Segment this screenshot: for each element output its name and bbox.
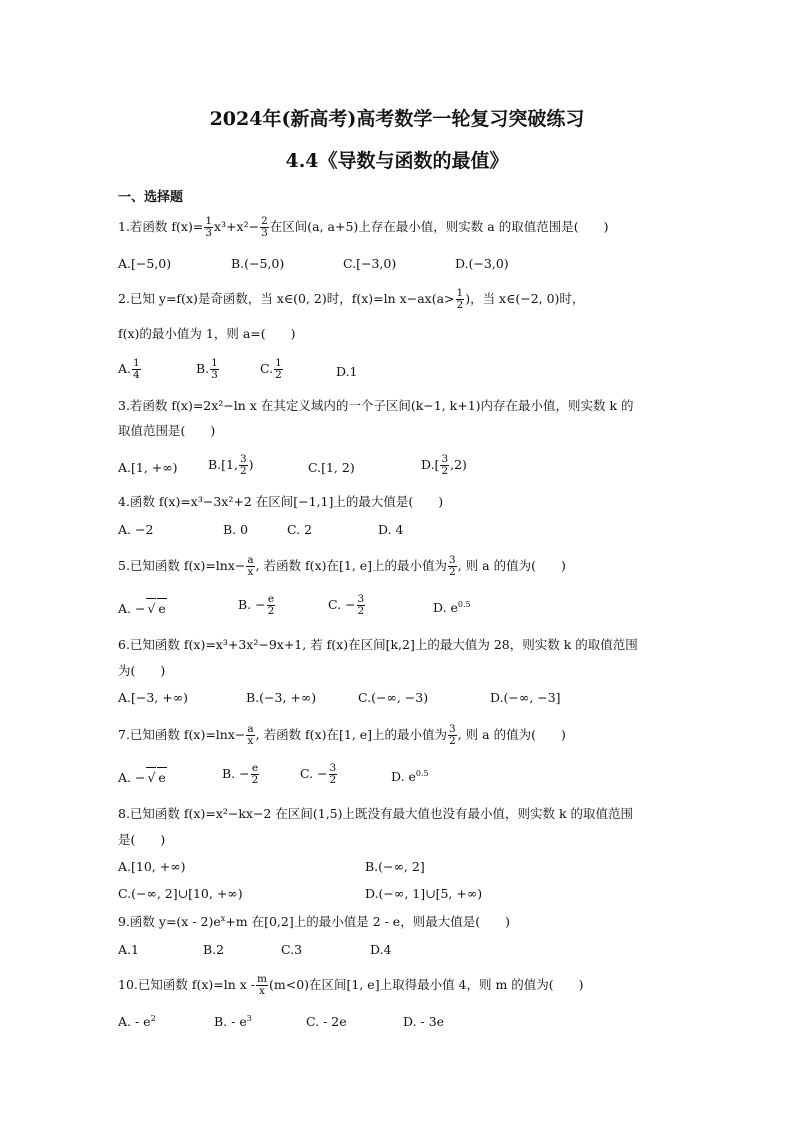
q7-option-b: B. − $\frac{e}{2}$: [222, 762, 259, 786]
question-9: 9.函数 $y=(x - 2)e^x+m$ 在[0,2]上的最小值是 2 - e，则最大值是( ): [118, 913, 510, 929]
section-heading: 一、选择题: [118, 190, 184, 205]
question-4: 4.函数 f(x)=x³−3x²+2 在区间[−1,1]上的最大值是( ): [118, 494, 444, 509]
question-8: 8.已知函数 f(x)=x²−kx−2 在区间(1,5)上既没有最大值也没有最小值，则实数 k 的取值范围: [118, 806, 634, 821]
q6-option-d: D.(−∞, −3]: [490, 690, 561, 705]
q6-option-a: A.[−3, +∞): [118, 690, 189, 705]
fraction: $\frac{a}{x}$: [247, 554, 254, 578]
q1-option-c: C.[−3,0): [343, 256, 397, 271]
q9-option-b: B.2: [203, 942, 225, 957]
q2-option-c: C. $\frac{1}{2}$: [260, 357, 282, 381]
question-6-line-2: 为( ): [118, 663, 166, 678]
q6-option-b: B.(−3, +∞): [246, 690, 317, 705]
q3-option-d: D.[ $\frac{3}{2}$ ,2): [421, 453, 467, 477]
q1-option-b: B.(−5,0): [231, 256, 285, 271]
fraction: $\frac{3}{2}$: [449, 723, 456, 747]
question-6: 6.已知函数 f(x)=x³+3x²−9x+1, 若 f(x)在区间[k,2]上的最大值为 28，则实数 k 的取值范围: [118, 637, 638, 652]
q2-option-b: B. $\frac{1}{3}$: [196, 357, 218, 381]
q5-option-b: B. − $\frac{e}{2}$: [238, 593, 275, 617]
q8-option-b: B.(−∞, 2]: [365, 859, 425, 874]
q4-option-c: C. 2: [287, 522, 313, 537]
question-2: 2.已知 y=f(x)是奇函数，当 x∈(0, 2)时，f(x)=ln x−ax(a> $\frac{1}{2}$ )，当 x∈(−2, 0)时，: [118, 287, 585, 311]
q3-option-b: B.[1, $\frac{3}{2}$ ): [208, 453, 254, 477]
q4-option-a: A. −2: [118, 522, 154, 537]
sqrt-symbol: √: [146, 767, 156, 788]
question-1: 1.若函数 f(x)= $\frac{1}{3}$ x³+x²− $\frac{2}{3}$ 在区间(a, a+5)上存在最小值，则实数 a 的取值范围是( ): [118, 215, 609, 239]
q8-option-a: A.[10, +∞): [118, 859, 186, 874]
q8-option-c: C.(−∞, 2]∪[10, +∞): [118, 886, 243, 901]
q3-option-c: C.[1, 2): [308, 460, 355, 475]
q9-option-c: C.3: [281, 942, 303, 957]
q2-option-d: D.1: [336, 364, 358, 379]
q2-option-a: A. $\frac{1}{4}$: [118, 357, 140, 381]
question-2-line-2: f(x)的最小值为 1，则 a=( ): [118, 326, 296, 341]
fraction: $\frac{1}{3}$: [205, 215, 212, 239]
title-line-1: 2024年(新高考)高考数学一轮复习突破练习: [209, 108, 585, 130]
q1-option-d: D.(−3,0): [455, 256, 509, 271]
question-8-line-2: 是( ): [118, 832, 166, 847]
q1-option-a: A.[−5,0): [118, 256, 172, 271]
q5-option-c: C. − $\frac{3}{2}$: [328, 593, 365, 617]
fraction: $\frac{2}{3}$: [261, 215, 268, 239]
fraction: $\frac{a}{x}$: [247, 723, 254, 747]
title-line-2: 4.4《导数与函数的最值》: [285, 150, 509, 172]
q8-option-d: D.(−∞, 1]∪[5, +∞): [365, 886, 483, 901]
question-10: 10.已知函数 f(x)=ln x - $\frac{m}{x}$ (m<0)在区间[1, e]上取得最小值 4，则 m 的值为( ): [118, 973, 584, 997]
q9-option-a: A.1: [118, 942, 139, 957]
q7-option-c: C. − $\frac{3}{2}$: [300, 762, 337, 786]
fraction: $\frac{3}{2}$: [449, 554, 456, 578]
question-3: 3.若函数 f(x)=2x²−ln x 在其定义域内的一个子区间(k−1, k+1)内存在最小值，则实数 k 的: [118, 398, 634, 413]
fraction: $\frac{1}{2}$: [456, 287, 464, 311]
q6-option-c: C.(−∞, −3): [358, 690, 429, 705]
q7-option-a: A. − √ e: [118, 767, 167, 788]
q10-option-c: C. - 2e: [306, 1014, 347, 1029]
question-3-line-2: 取值范围是( ): [118, 423, 216, 438]
q10-option-d: D. - 3e: [403, 1014, 445, 1029]
q5-option-a: A. − √ e: [118, 598, 167, 619]
q10-option-b: B. - $e^3$: [214, 1013, 252, 1029]
q10-option-a: A. - $e^2$: [118, 1013, 156, 1029]
q7-option-d: D. $e^{0.5}$: [391, 768, 429, 784]
question-7: 7.已知函数 f(x)=lnx− $\frac{a}{x}$ , 若函数 f(x)在[1, e]上的最小值为 $\frac{3}{2}$ , 则 a 的值为( ): [118, 723, 566, 747]
question-5: 5.已知函数 f(x)=lnx− $\frac{a}{x}$ , 若函数 f(x)在[1, e]上的最小值为 $\frac{3}{2}$ , 则 a 的值为( ): [118, 554, 566, 578]
q4-option-b: B. 0: [223, 522, 249, 537]
q4-option-d: D. 4: [378, 522, 404, 537]
q3-option-a: A.[1, +∞): [118, 460, 178, 475]
q5-option-d: D. $e^{0.5}$: [433, 599, 471, 615]
sqrt-symbol: √: [146, 598, 156, 619]
fraction: $\frac{m}{x}$: [257, 973, 267, 997]
q9-option-d: D.4: [370, 942, 392, 957]
